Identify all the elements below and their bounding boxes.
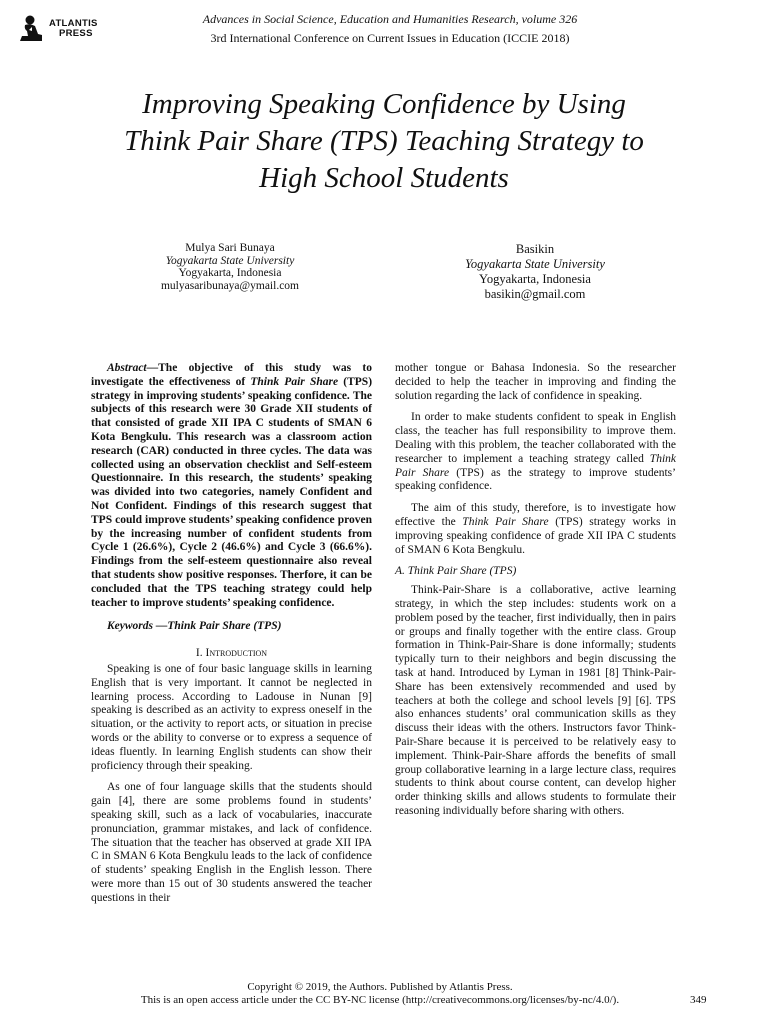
body-paragraph: mother tongue or Bahasa Indonesia. So the researcher decided to help the teacher in improving and finding the solution regarding the lack of confidence in speaking. [395, 362, 676, 402]
journal-header: Advances in Social Science, Education and Humanities Research, volume 326 [202, 12, 578, 26]
body-paragraph [395, 502, 676, 557]
page-number: 349 [690, 994, 707, 1006]
title-line3: High School Students [259, 162, 509, 194]
body-term: Think Pair Share [395, 452, 676, 479]
title-line1: Improving Speaking Confidence by Using [142, 88, 626, 120]
left-column [91, 362, 372, 913]
publisher-line2: PRESS [59, 28, 93, 39]
abstract-text: (TPS) strategy in improving students’ speaking confidence. The subjects of this research were 30 Grade XII students of that consisted of grade XII IPA C students of SMAN 6 Kota Bengkulu. This research was a classroom action research (CAR) conducted in three cycles. The data was collected using an observation checklist and Self-esteem Questionnaire. In this research, the students’ speaking was divided into two categories, namely Confident and Not Confident. Findings of this research suggest that TPS could improve students’ speaking confidence proven by the increasing number of confident students from Cycle 1 (26.6%), Cycle 2 (46.6%) and Cycle 3 (66.6%). Findings from the self-esteem questionnaire also reveal that students show positive responses. Therfore, it can be concluded that the TPS teaching strategy could help teacher to improve students’ speaking confidence. [91, 375, 373, 609]
abstract-text: —The objective of this study was to investigate the effectiveness of [91, 362, 372, 388]
section-heading-introduction: I. Introduction [195, 647, 268, 660]
intro-paragraph: Speaking is one of four basic language skills in learning English that is very important. It cannot be neglected in learning process. According to Ladouse in Nunan [9] speaking is described as an activity to express oneself in the situation, or the activity to report acts, or situation in precise words or the ability to converse or to express a sequence of ideas fluently. In learning English students can show their proficiency through their speaking. [91, 662, 372, 772]
body-text: (TPS) strategy works in improving speaking confidence of grade XII IPA C students of SMAN 6 Kota Bengkulu. [395, 515, 676, 556]
body-text: The aim of this study, therefore, is to investigate how effective the [395, 502, 676, 528]
page-footer [60, 981, 700, 1007]
thinker-icon [16, 14, 46, 44]
subsection-heading-tps: A. Think Pair Share (TPS) [395, 565, 517, 578]
abstract-term: Think Pair Share [250, 375, 339, 388]
body-paragraph: Think-Pair-Share is a collaborative, active learning strategy, in which the step includes: students work on a problem posed by the teacher, first individually, then in pairs or groups and finally together with the entire class. Group formation in Think-Pair-Share is done informally; students typically turn to their neighbors and begin discussing the task at hand. Introduced by Lyman in 1981 [8] Think-Pair-Share has been extensively recommended and used by teachers at both the college and school levels [9] [6]. TPS also enhances students’ oral communication skills as they discuss their ideas with the others. Instructors favor Think-Pair-Share because it is perceived to be relatively easy to implement. Think-Pair-Share affords the benefits of small group collaborative learning in a large lecture class, requires students to think about course content, can develop higher order thinking skills and allows students to formulate their reasoning individually before sharing with others. [395, 584, 676, 817]
author-email[interactable]: mulyasaribunaya@ymail.com [160, 279, 299, 292]
abstract [91, 362, 372, 610]
abstract-lead: Abstract [107, 362, 147, 374]
body-text: In order to make students confident to speak in English class, the teacher has full responsibility to improve them. Dealing with this problem, the teacher collaborated with the researcher to implement a teaching strategy called [395, 411, 676, 465]
keywords: Keywords —Think Pair Share (TPS) [107, 620, 282, 633]
author-name: Mulya Sari Bunaya [185, 242, 275, 254]
author-location: Yogyakarta, Indonesia [479, 272, 591, 286]
author-location: Yogyakarta, Indonesia [178, 267, 282, 279]
publisher-name [49, 19, 98, 39]
body-text: (TPS) as the strategy to improve students’ speaking confidence. [395, 466, 676, 493]
body-paragraph [395, 411, 676, 494]
publisher-logo [16, 12, 126, 46]
publisher-line1: ATLANTIS [49, 18, 98, 29]
body-term: Think Pair Share [462, 515, 549, 528]
author-email[interactable]: basikin@gmail.com [484, 287, 586, 301]
author-affiliation: Yogyakarta State University [465, 257, 605, 271]
conference-header: 3rd International Conference on Current Issues in Education (ICCIE 2018) [210, 31, 570, 45]
right-column [395, 362, 676, 827]
paper-title [60, 86, 708, 197]
title-line2: Think Pair Share (TPS) Teaching Strategy to [124, 125, 644, 157]
copyright-notice: Copyright © 2019, the Authors. Published by Atlantis Press. [247, 981, 513, 993]
author-block-1 [130, 242, 330, 292]
license-notice: This is an open access article under the CC BY-NC license (http://creativecommons.org/licenses/by-nc/4.0/). [140, 994, 620, 1006]
author-affiliation: Yogyakarta State University [165, 254, 295, 267]
author-name: Basikin [515, 242, 555, 256]
author-block-2 [430, 242, 640, 302]
intro-paragraph: As one of four language skills that the students should gain [4], there are some problems found in students’ speaking skill, such as a lack of vocabularies, inaccurate pronunciation, grammar mistakes, and lack of confidence. The situation that the teacher has observed at grade XII IPA C in SMAN 6 Kota Bengkulu leads to the lack of confidence of students’ speaking English in the English lesson. There were more than 15 out of 30 students answered the teacher questions in their [91, 781, 372, 904]
